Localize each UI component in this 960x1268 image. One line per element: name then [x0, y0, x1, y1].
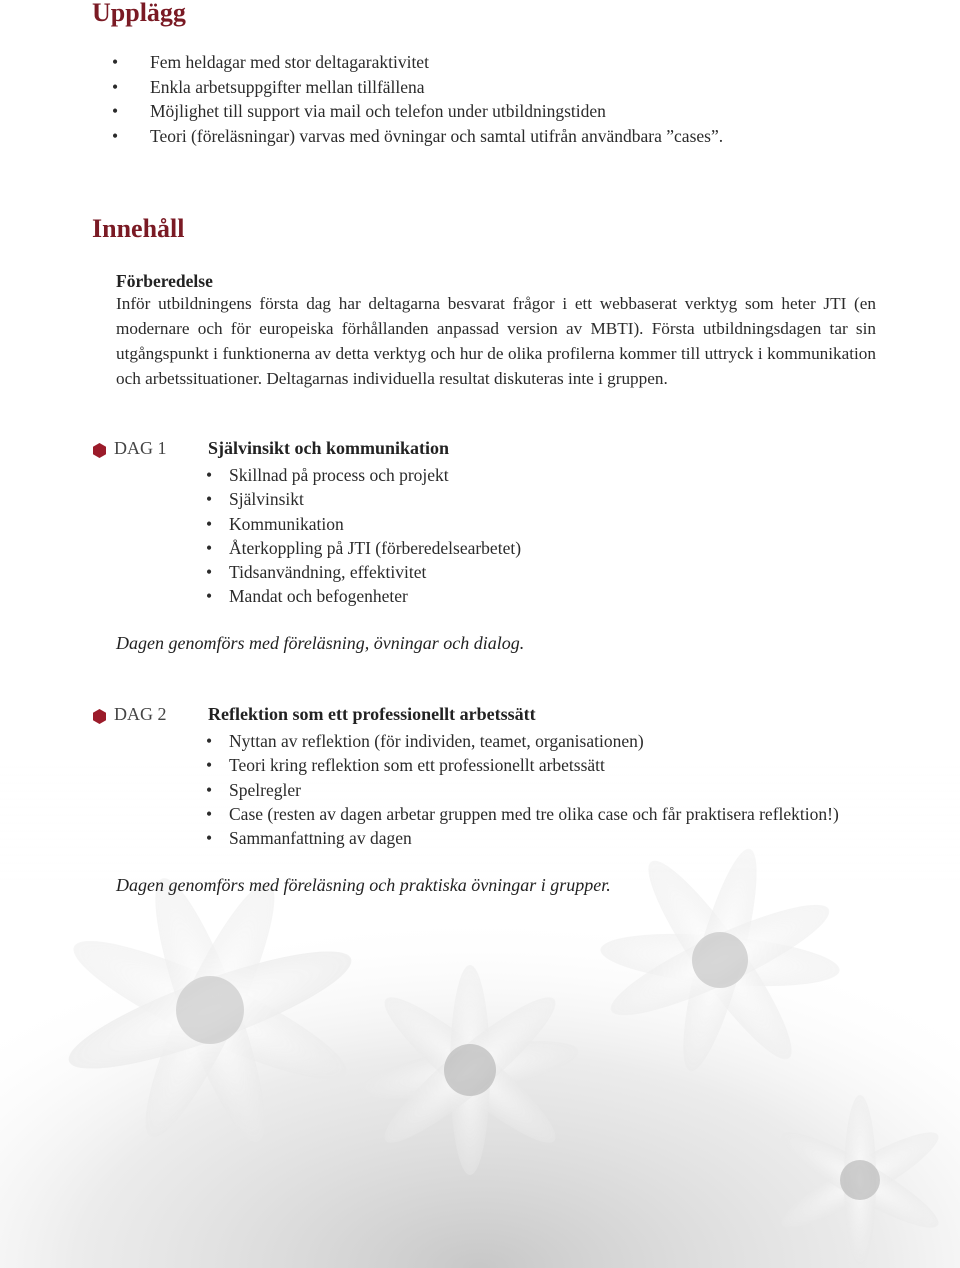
upplagg-heading: Upplägg [92, 0, 186, 27]
day-topic-list [206, 463, 521, 609]
list-item: • Enkla arbetsuppgifter mellan tillfällena [112, 75, 723, 100]
innehall-heading: Innehåll [92, 214, 185, 243]
list-item: • Teori kring reflektion som ett professionellt arbetssätt [206, 753, 839, 777]
hexagon-bullet-icon [92, 443, 107, 458]
list-item: • Tidsanvändning, effektivitet [206, 560, 521, 584]
list-item: • Mandat och befogenheter [206, 584, 521, 608]
list-item: • Möjlighet till support via mail och telefon under utbildningstiden [112, 99, 723, 124]
list-item: • Nyttan av reflektion (för individen, teamet, organisationen) [206, 729, 839, 753]
day-note: Dagen genomförs med föreläsning, övningar och dialog. [116, 633, 525, 653]
day-title: Självinsikt och kommunikation [208, 438, 450, 458]
upplagg-list [112, 50, 723, 148]
list-item: • Självinsikt [206, 487, 521, 511]
day-note: Dagen genomförs med föreläsning och praktiska övningar i grupper. [116, 875, 611, 895]
list-item: • Skillnad på process och projekt [206, 463, 521, 487]
day-title: Reflektion som ett professionellt arbetssätt [208, 704, 536, 724]
forberedelse-paragraph: Inför utbildningens första dag har deltagarna besvarat frågor i ett webbaserat verktyg som heter JTI (en modernare och för europeiska förhållanden anpassad version av MBTI). Första utbildningsdagen tar sin utgångspunkt i funktionerna av detta verktyg och hur de olika profilerna kommer till uttryck i kommunikation och arbetssituationer. Deltagarnas individuella resultat diskuteras inte i gruppen. [116, 294, 876, 388]
forberedelse-subheading: Förberedelse [116, 271, 213, 291]
day-label: DAG 2 [114, 704, 167, 724]
list-item: • Återkoppling på JTI (förberedelsearbetet) [206, 536, 521, 560]
list-item: • Sammanfattning av dagen [206, 826, 839, 850]
list-item: • Fem heldagar med stor deltagaraktivitet [112, 50, 723, 75]
list-item: • Teori (föreläsningar) varvas med övningar och samtal utifrån användbara ”cases”. [112, 124, 723, 149]
list-item: • Case (resten av dagen arbetar gruppen med tre olika case och får praktisera reflektion!) [206, 802, 839, 826]
list-item: • Kommunikation [206, 512, 521, 536]
hexagon-bullet-icon [92, 709, 107, 724]
day-label: DAG 1 [114, 438, 167, 458]
list-item: • Spelregler [206, 778, 839, 802]
day-topic-list [206, 729, 839, 850]
